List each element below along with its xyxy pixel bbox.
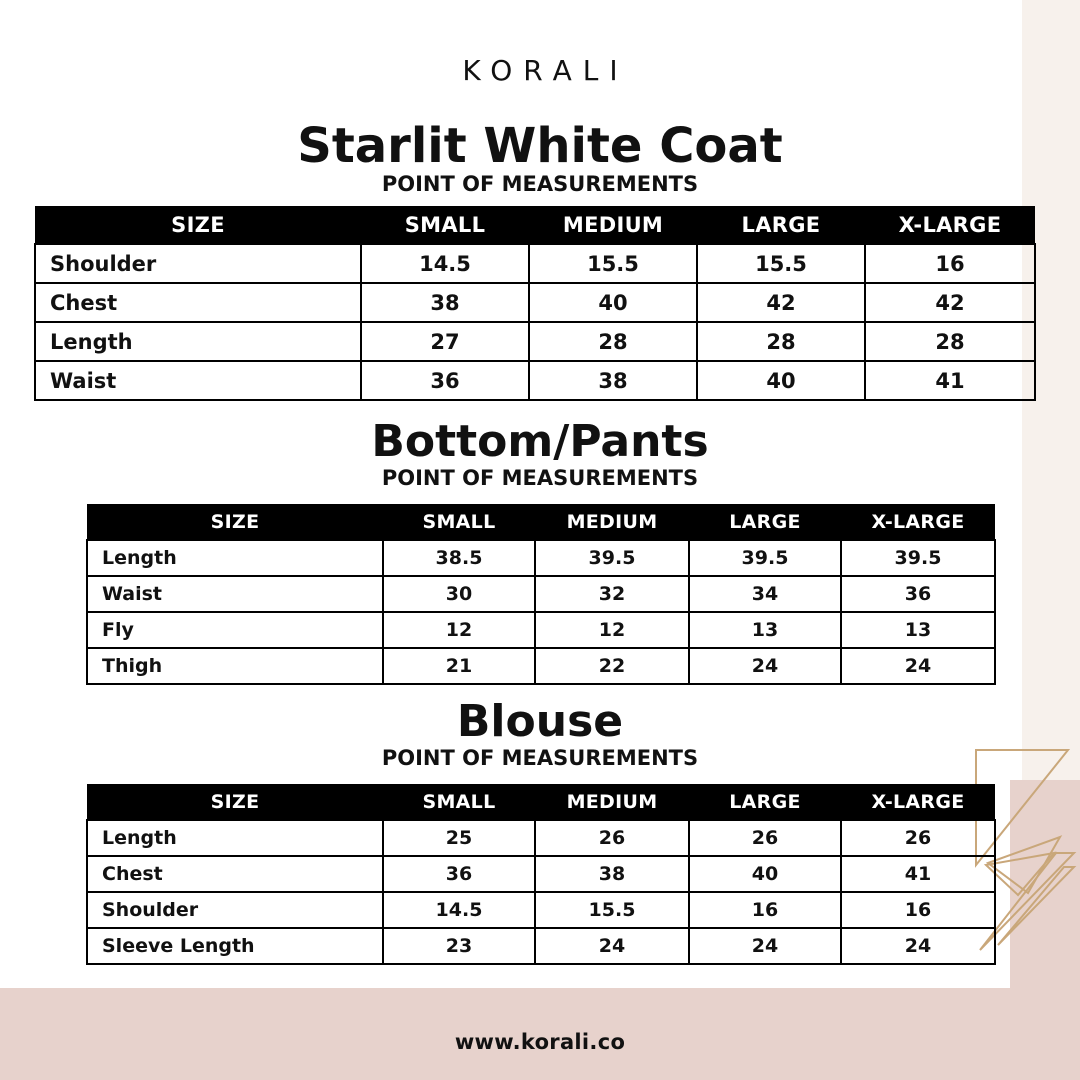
pants-size-table — [86, 504, 996, 685]
cell-value: 21 — [383, 648, 535, 684]
table-row — [35, 244, 1035, 283]
blouse-size-table — [86, 784, 996, 965]
cell-value: 24 — [689, 648, 841, 684]
cell-value: 15.5 — [697, 244, 865, 283]
row-label: Chest — [87, 856, 383, 892]
blouse-subtitle: POINT OF MEASUREMENTS — [381, 746, 699, 770]
pants-title: Bottom/Pants — [371, 416, 709, 467]
cell-value: 32 — [535, 576, 689, 612]
cell-value: 38 — [361, 283, 529, 322]
table-row — [87, 540, 995, 576]
table-row — [87, 612, 995, 648]
cell-value: 16 — [689, 892, 841, 928]
row-label: Chest — [35, 283, 361, 322]
cell-value: 42 — [697, 283, 865, 322]
cell-value: 28 — [865, 322, 1035, 361]
pants-header-row — [87, 504, 995, 540]
row-label: Sleeve Length — [87, 928, 383, 964]
table-row — [35, 322, 1035, 361]
header-x-large: X-LARGE — [841, 504, 995, 540]
cell-value: 41 — [865, 361, 1035, 400]
blouse-header-row — [87, 784, 995, 820]
cell-value: 36 — [361, 361, 529, 400]
row-label: Waist — [87, 576, 383, 612]
row-label: Shoulder — [87, 892, 383, 928]
cell-value: 26 — [689, 820, 841, 856]
cell-value: 41 — [841, 856, 995, 892]
cell-value: 38 — [529, 361, 697, 400]
header-size: SIZE — [87, 784, 383, 820]
header-large: LARGE — [697, 206, 865, 244]
table-row — [87, 856, 995, 892]
row-label: Length — [35, 322, 361, 361]
cell-value: 16 — [865, 244, 1035, 283]
cell-value: 39.5 — [841, 540, 995, 576]
coat-subtitle: POINT OF MEASUREMENTS — [381, 172, 699, 196]
table-row — [35, 361, 1035, 400]
cell-value: 24 — [841, 648, 995, 684]
cell-value: 26 — [841, 820, 995, 856]
header-size: SIZE — [35, 206, 361, 244]
row-label: Shoulder — [35, 244, 361, 283]
header-small: SMALL — [383, 784, 535, 820]
cell-value: 13 — [841, 612, 995, 648]
cell-value: 39.5 — [689, 540, 841, 576]
cell-value: 14.5 — [383, 892, 535, 928]
row-label: Length — [87, 540, 383, 576]
coat-header-row — [35, 206, 1035, 244]
coat-title: Starlit White Coat — [297, 118, 783, 174]
header-size: SIZE — [87, 504, 383, 540]
cell-value: 42 — [865, 283, 1035, 322]
row-label: Length — [87, 820, 383, 856]
cell-value: 22 — [535, 648, 689, 684]
header-small: SMALL — [383, 504, 535, 540]
header-medium: MEDIUM — [535, 504, 689, 540]
cell-value: 27 — [361, 322, 529, 361]
header-large: LARGE — [689, 784, 841, 820]
cell-value: 26 — [535, 820, 689, 856]
brand-logo: KORALI — [462, 54, 629, 87]
header-medium: MEDIUM — [535, 784, 689, 820]
cell-value: 23 — [383, 928, 535, 964]
cell-value: 40 — [697, 361, 865, 400]
row-label: Fly — [87, 612, 383, 648]
header-small: SMALL — [361, 206, 529, 244]
cell-value: 40 — [689, 856, 841, 892]
row-label: Thigh — [87, 648, 383, 684]
cell-value: 14.5 — [361, 244, 529, 283]
cell-value: 24 — [535, 928, 689, 964]
cell-value: 13 — [689, 612, 841, 648]
cell-value: 24 — [689, 928, 841, 964]
blouse-title: Blouse — [456, 696, 624, 747]
cell-value: 15.5 — [529, 244, 697, 283]
row-label: Waist — [35, 361, 361, 400]
cell-value: 36 — [841, 576, 995, 612]
table-row — [87, 892, 995, 928]
footer-website-link[interactable]: www.korali.co — [454, 1030, 626, 1054]
table-row — [87, 820, 995, 856]
cell-value: 16 — [841, 892, 995, 928]
coat-size-table — [34, 206, 1036, 401]
cell-value: 25 — [383, 820, 535, 856]
header-x-large: X-LARGE — [841, 784, 995, 820]
pants-subtitle: POINT OF MEASUREMENTS — [381, 466, 699, 490]
table-row — [87, 576, 995, 612]
cell-value: 39.5 — [535, 540, 689, 576]
cell-value: 36 — [383, 856, 535, 892]
cell-value: 15.5 — [535, 892, 689, 928]
header-x-large: X-LARGE — [865, 206, 1035, 244]
cell-value: 28 — [697, 322, 865, 361]
header-large: LARGE — [689, 504, 841, 540]
table-row — [35, 283, 1035, 322]
cell-value: 12 — [535, 612, 689, 648]
table-row — [87, 928, 995, 964]
table-row — [87, 648, 995, 684]
cell-value: 24 — [841, 928, 995, 964]
cell-value: 28 — [529, 322, 697, 361]
cell-value: 34 — [689, 576, 841, 612]
header-medium: MEDIUM — [529, 206, 697, 244]
cell-value: 12 — [383, 612, 535, 648]
cell-value: 38 — [535, 856, 689, 892]
cell-value: 38.5 — [383, 540, 535, 576]
cell-value: 40 — [529, 283, 697, 322]
cell-value: 30 — [383, 576, 535, 612]
